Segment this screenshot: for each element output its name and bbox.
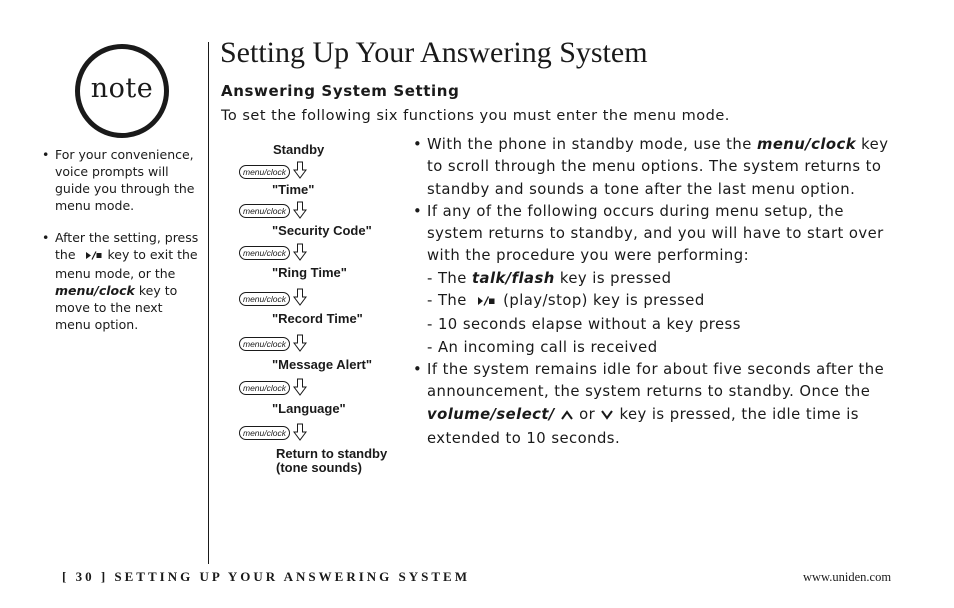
bullet-3-post: key is pressed, the idle time is	[619, 405, 859, 423]
bullet-3-line-4: extended to 10 seconds.	[427, 429, 621, 447]
condition-timeout	[413, 314, 913, 336]
flow-step-ring-time: "Ring Time"	[272, 265, 347, 280]
flow-step-message-alert: "Message Alert"	[272, 357, 372, 372]
sidebar-note-2-part2: key to exit the menu mode, or the	[55, 247, 198, 281]
bullet-2	[413, 201, 913, 268]
footer-page-label: [ 30 ] SETTING UP YOUR ANSWERING SYSTEM	[62, 569, 470, 584]
condition-4-text: - An incoming call is received	[427, 338, 658, 356]
flow-end-line-2: (tone sounds)	[276, 460, 362, 475]
section-heading: Answering System Setting	[221, 82, 460, 100]
down-chevron-icon	[600, 406, 614, 428]
bullet-2-line-3: with the procedure you were performing:	[427, 247, 750, 265]
play-stop-icon	[80, 248, 104, 265]
condition-3-text: - 10 seconds elapse without a key press	[427, 316, 741, 334]
sidebar-note-2-part1: After the setting, press the	[55, 230, 199, 262]
down-arrow-icon	[293, 243, 307, 261]
menu-clock-key-4: menu/clock	[239, 292, 290, 306]
condition-1-post: key is pressed	[559, 269, 672, 287]
condition-1-key: talk/flash	[471, 269, 555, 287]
bullet-1-line-3: standby and sounds a tone after the last menu option.	[427, 180, 856, 198]
bullet-2-line-2: system returns to standby, and you will have to start over	[427, 225, 884, 243]
play-stop-icon	[472, 292, 498, 314]
bullet-3-line-1: If the system remains idle for about five seconds after the	[427, 360, 885, 378]
down-arrow-icon	[293, 423, 307, 441]
page-title: Setting Up Your Answering System	[220, 36, 648, 69]
condition-play-stop	[413, 290, 913, 314]
bullet-1-line-2: to scroll through the menu options. The system returns to	[427, 158, 882, 176]
sidebar-note-1	[42, 146, 202, 214]
menu-clock-key-3: menu/clock	[239, 246, 290, 260]
flow-step-language: "Language"	[272, 401, 346, 416]
bullet-1-key: menu/clock	[756, 136, 856, 153]
condition-incoming-call	[413, 337, 913, 359]
down-arrow-icon	[293, 288, 307, 306]
vertical-divider	[208, 42, 209, 564]
sidebar-note-1-text: For your convenience, voice prompts will guide you through the menu mode.	[55, 147, 195, 213]
intro-text: To set the following six functions you must enter the menu mode.	[221, 108, 730, 124]
bullet-3	[413, 359, 913, 450]
down-arrow-icon	[293, 334, 307, 352]
sidebar-note-2-key: menu/clock	[55, 283, 135, 298]
menu-clock-key-7: menu/clock	[239, 426, 290, 440]
footer-url: www.uniden.com	[803, 570, 892, 584]
menu-clock-key-5: menu/clock	[239, 337, 290, 351]
note-badge	[75, 44, 169, 138]
down-arrow-icon	[293, 161, 307, 179]
flow-end-line-1: Return to standby	[276, 446, 388, 461]
condition-1-pre: - The	[427, 269, 467, 287]
condition-2-post: (play/stop) key is pressed	[503, 292, 705, 310]
flow-start-label: Standby	[273, 142, 325, 157]
down-arrow-icon	[293, 378, 307, 396]
menu-clock-key-1: menu/clock	[239, 165, 290, 179]
bullet-1	[413, 134, 913, 201]
flow-step-record-time: "Record Time"	[272, 311, 363, 326]
menu-clock-key-6: menu/clock	[239, 381, 290, 395]
sidebar-note-2	[42, 229, 202, 333]
condition-talk-flash	[413, 268, 913, 290]
menu-clock-key-2: menu/clock	[239, 204, 290, 218]
flow-step-time: "Time"	[272, 182, 315, 197]
bullet-1-pre: With the phone in standby mode, use the	[427, 136, 752, 153]
down-arrow-icon	[293, 201, 307, 219]
note-badge-label: note	[90, 72, 154, 104]
sidebar-notes	[42, 146, 202, 348]
instructions	[413, 134, 913, 450]
sidebar-note-2-part3: key to move to the next menu option.	[55, 283, 178, 332]
bullet-3-or: or	[579, 405, 596, 423]
up-chevron-icon	[560, 406, 574, 428]
condition-2-pre: - The	[427, 292, 467, 310]
bullet-2-line-1: If any of the following occurs during menu setup, the	[427, 202, 844, 220]
flow-step-security-code: "Security Code"	[272, 223, 372, 238]
bullet-3-key: volume/select/	[427, 405, 555, 423]
bullet-1-post: key	[861, 136, 889, 153]
bullet-3-line-2: announcement, the system returns to standby. Once the	[427, 383, 871, 401]
